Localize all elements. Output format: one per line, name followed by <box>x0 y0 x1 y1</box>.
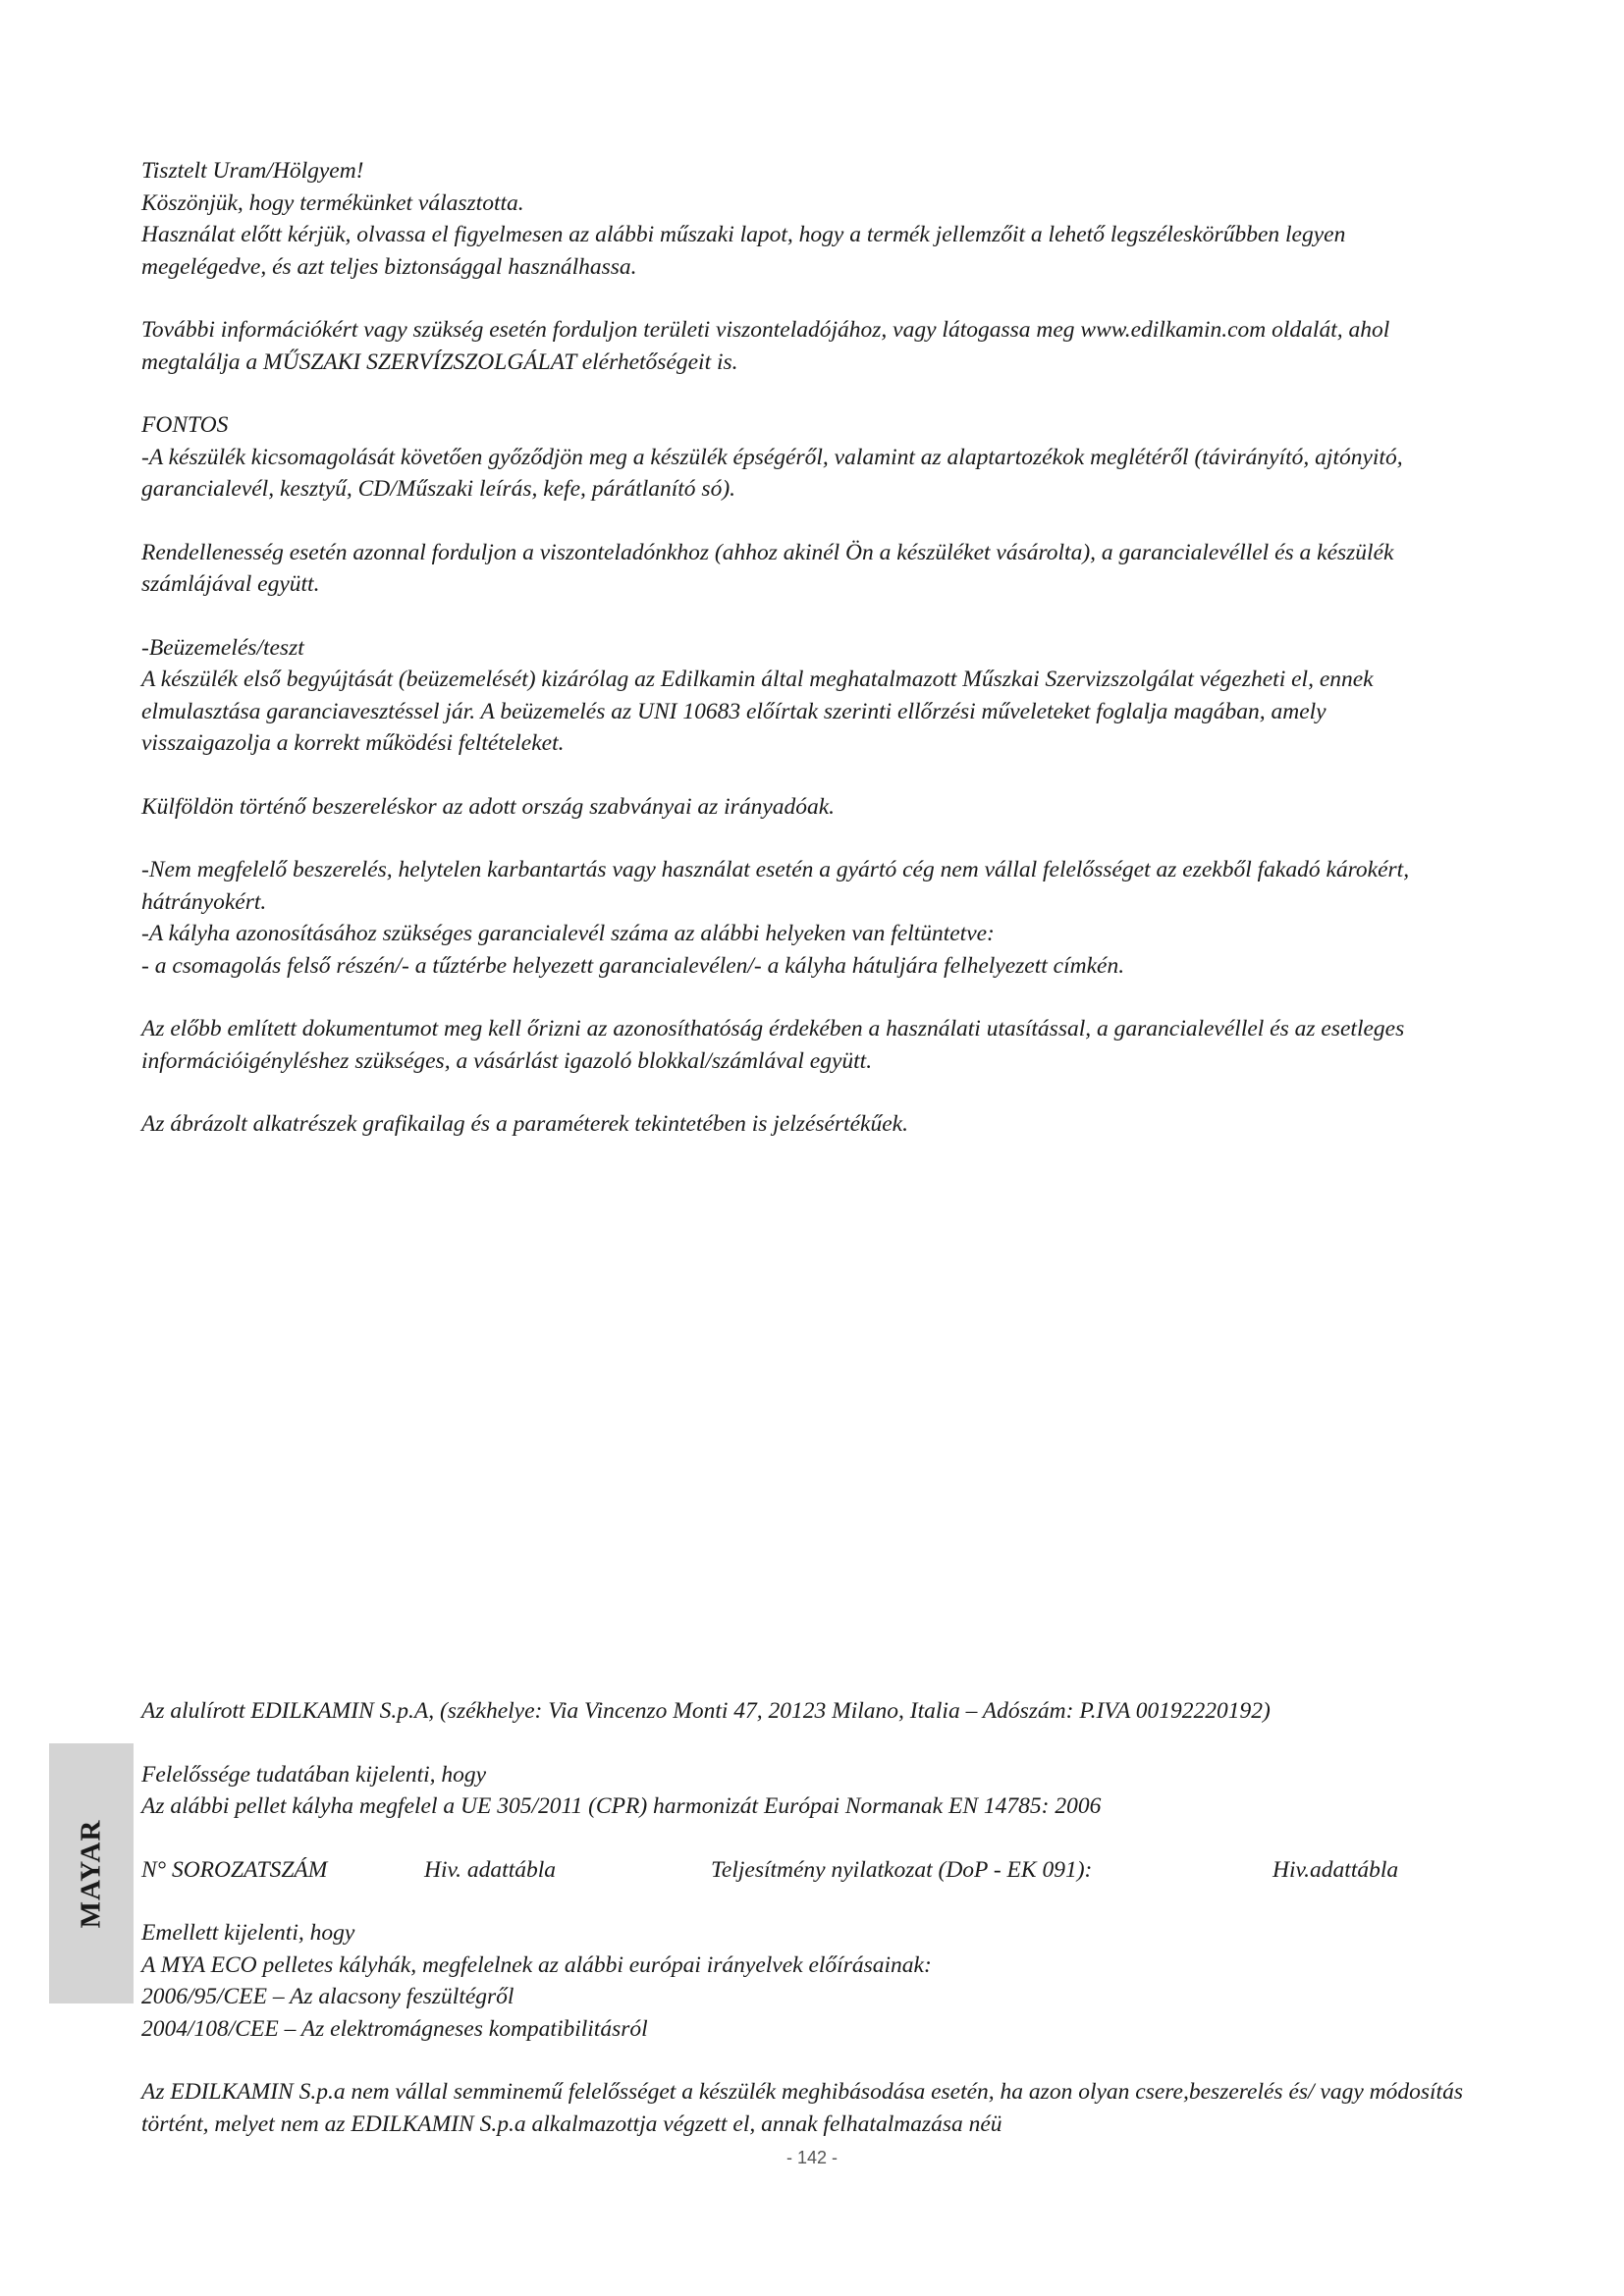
directives-intro: A MYA ECO pelletes kályhák, megfelelnek az alábbi európai irányelvek előírásainak: <box>141 1951 932 1978</box>
language-tab <box>49 1743 134 2003</box>
spacer <box>141 1728 1477 1759</box>
directive-emc: 2004/108/CEE – Az elektromágneses kompatibilitásról <box>141 2015 648 2042</box>
malfunction-paragraph: Rendellenesség esetén azonnal forduljon a viszonteladónkhoz (ahhoz akinél Ön a készüléket vásárolta), a garancialevéllel és a készülék számlájával együtt. <box>141 539 1394 597</box>
important-heading: FONTOS <box>141 412 229 438</box>
serial-reference: Hiv. adattábla <box>424 1856 557 1883</box>
responsibility-line: Felelőssége tudatában kijelenti, hogy <box>141 1761 487 1788</box>
main-text <box>141 155 1457 1141</box>
spacer <box>141 1823 1477 1854</box>
spacer <box>141 982 1457 1013</box>
liability-paragraph: -Nem megfelelő beszerelés, helytelen karbantartás vagy használat esetén a gyártó cég nem vállal felelősséget az ezekből fakadó károkért, hátrányokért. <box>141 857 1410 915</box>
dop-label: Teljesítmény nyilatkozat (DoP - EK 091): <box>711 1856 1093 1883</box>
dop-reference: Hiv.adattábla <box>1272 1856 1399 1883</box>
spacer <box>141 1886 1477 1917</box>
serial-row <box>141 1854 1477 1887</box>
language-tab-label: MAYAR <box>75 1819 107 1928</box>
spacer <box>141 760 1457 791</box>
documents-paragraph: Az előbb említett dokumentumot meg kell őrizni az azonosíthatóság érdekében a használati utasítással, a garancialevéllel és az esetleges információigényléshez szükséges, a vásárlást igazoló blokkal/számlával együtt. <box>141 1016 1405 1074</box>
spacer <box>141 1077 1457 1108</box>
illustrative-note: Az ábrázolt alkatrészek grafikailag és a paraméterek tekintetében is jelzésértékűek. <box>141 1111 908 1137</box>
disclaimer-paragraph: Az EDILKAMIN S.p.a nem vállal semminemű felelősséget a készülék meghibásodása esetén, ha azon olyan csere,beszerelés és/ vagy módosítás történt, melyet nem az EDILKAMIN S.p.a alkalmazottja végzett el, annak felhatalmazása néü <box>141 2079 1463 2137</box>
abroad-paragraph: Külföldön történő beszereléskor az adott ország szabványai az irányadóak. <box>141 793 836 820</box>
warranty-locations: - a csomagolás felső részén/- a tűztérbe helyezett garancialevélen/- a kályha hátuljára felhelyezett címkén. <box>141 952 1125 979</box>
spacer <box>141 601 1457 632</box>
spacer <box>141 378 1457 409</box>
thanks: Köszönjük, hogy termékünket választotta. <box>141 189 524 216</box>
spacer <box>141 823 1457 854</box>
intro-paragraph: Használat előtt kérjük, olvassa el figyelmesen az alábbi műszaki lapot, hogy a termék jellemzőit a lehető legszéleskörűbben legyen megelégedve, és azt teljes biztonsággal használhassa. <box>141 222 1346 280</box>
declaration-of-conformity <box>141 1695 1477 2140</box>
greeting: Tisztelt Uram/Hölgyem! <box>141 158 364 184</box>
spacer <box>141 506 1457 537</box>
commissioning-paragraph: A készülék első begyújtását (beüzemelését) kizárólag az Edilkamin által meghatalmazott Műszkai Szervizszolgálat végezheti el, ennek elmulasztása garanciavesztéssel jár. A beüzemelés az UNI 10683 előírtak szerinti ellőrzési műveleteket foglalja magában, amely visszaigazolja a korrekt működési feltételeket. <box>141 667 1374 756</box>
conformity-line: Az alábbi pellet kályha megfelel a UE 305/2011 (CPR) harmonizát Európai Normanak EN 14785: 2006 <box>141 1793 1102 1819</box>
important-paragraph: -A készülék kicsomagolását követően győződjön meg a készülék épségéről, valamint az alaptartozékok meglétéről (távirányító, ajtónyitó, garancialevél, kesztyű, CD/Műszaki leírás, kefe, párátlanító só). <box>141 444 1403 502</box>
page-number: - 142 - <box>785 2148 839 2167</box>
warranty-number-paragraph: -A kályha azonosításához szükséges garancialevél száma az alábbi helyeken van feltüntetve: <box>141 921 995 946</box>
directive-lvd: 2006/95/CEE – Az alacsony feszültégről <box>141 1984 514 2009</box>
company-line: Az alulírott EDILKAMIN S.p.A, (székhelye: Via Vincenzo Monti 47, 20123 Milano, Italia – Adószám: P.IVA 00192220192) <box>141 1698 1271 1724</box>
spacer <box>141 283 1457 314</box>
spacer <box>141 2045 1477 2076</box>
commissioning-heading: -Beüzemelés/teszt <box>141 634 304 661</box>
serial-label: N° SOROZATSZÁM <box>141 1856 328 1883</box>
further-line: Emellett kijelenti, hogy <box>141 1920 355 1946</box>
info-paragraph: További információkért vagy szükség esetén forduljon területi viszonteladójához, vagy látogassa meg www.edilkamin.com oldalát, ahol megtalálja a MŰSZAKI SZERVÍZSZOLGÁLAT elérhetőségeit is. <box>141 317 1390 375</box>
